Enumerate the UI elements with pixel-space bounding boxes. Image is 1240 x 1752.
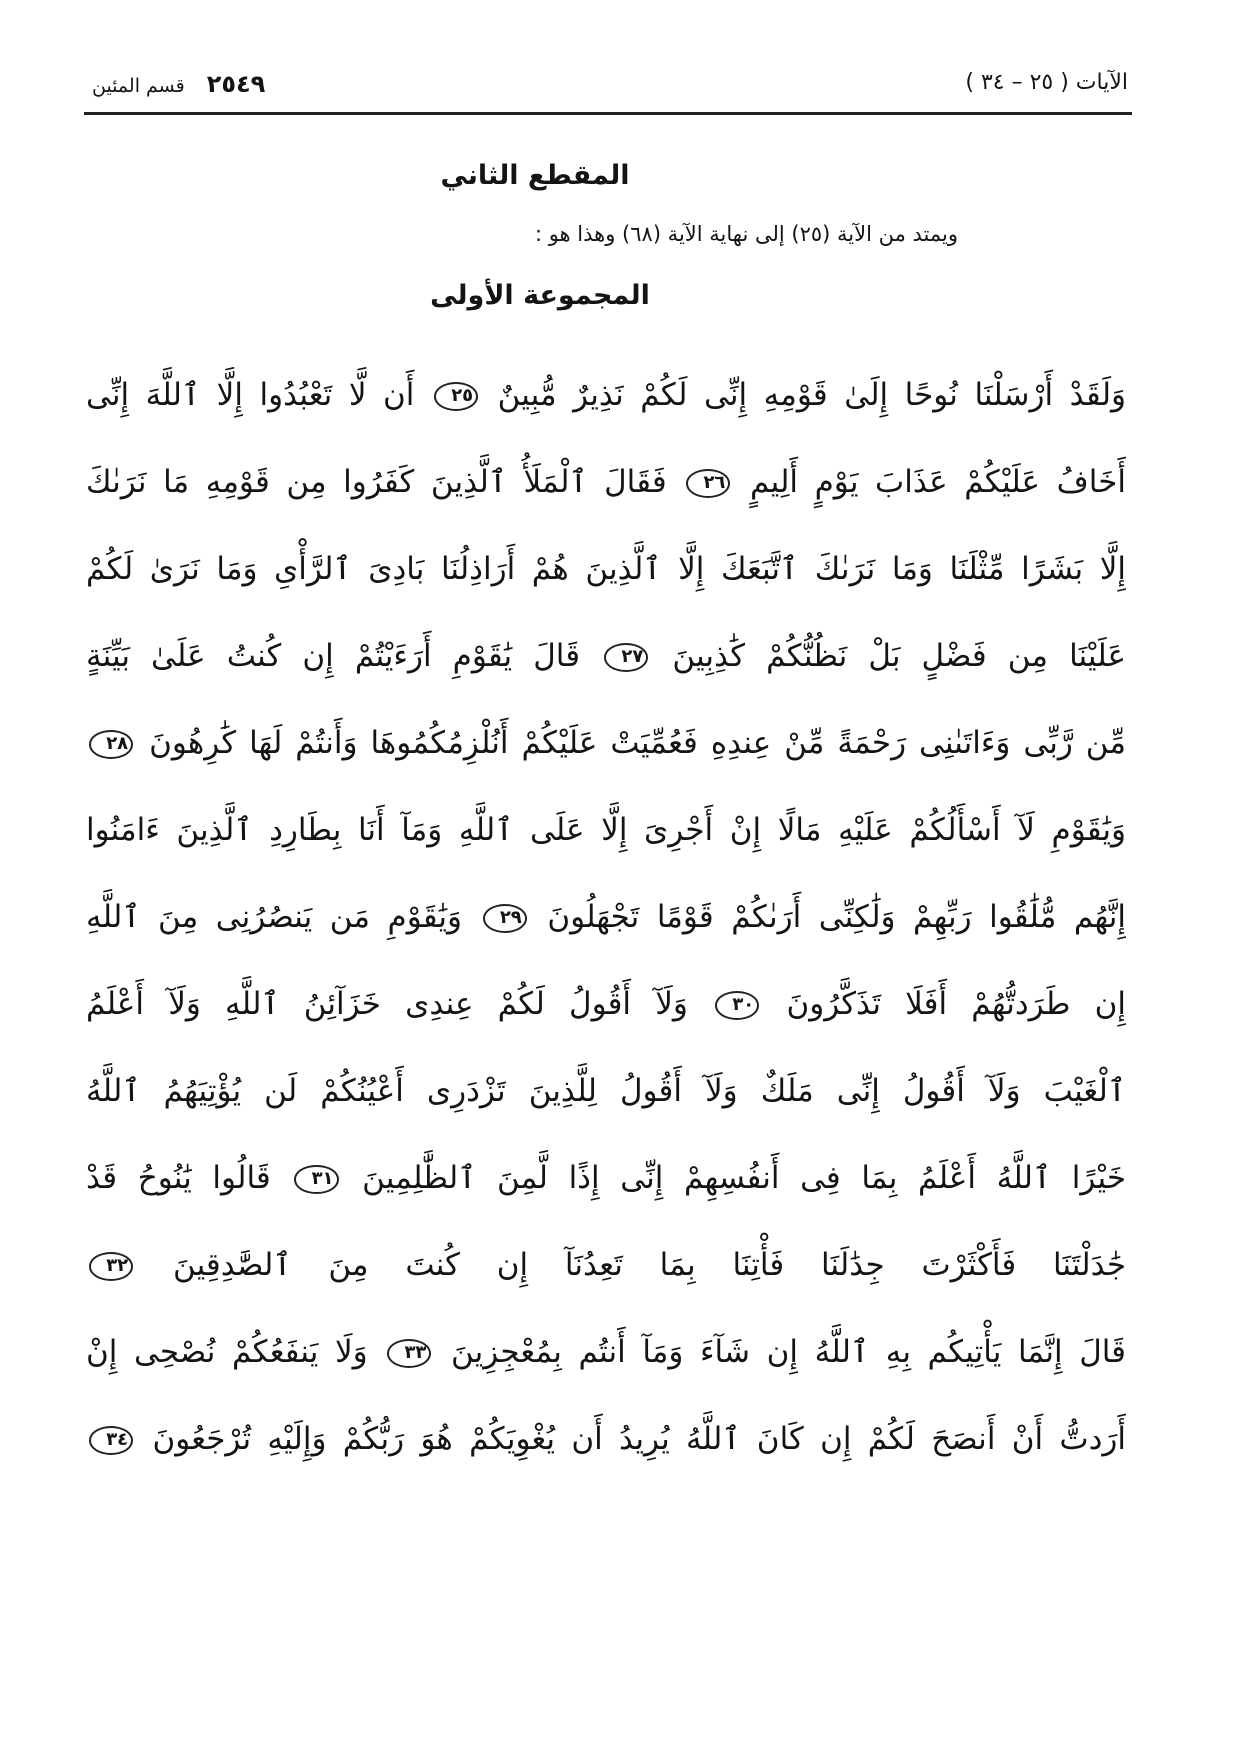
verse-line bbox=[86, 787, 1126, 874]
verse-text: عَلَيْنَا مِن فَضْلٍ بَلْ نَظُنُّكُمْ كَٰذِبِينَ bbox=[672, 638, 1126, 674]
verse-text: وَيَٰقَوْمِ مَن يَنصُرُنِى مِنَ ٱللَّهِ bbox=[86, 899, 463, 935]
verse-text: وَيَٰقَوْمِ لَآ أَسْأَلُكُمْ عَلَيْهِ مَالًا إِنْ أَجْرِىَ إِلَّا عَلَى ٱللَّهِ وَمَآ أَنَا بِطَارِدِ ٱلَّذِينَ ءَامَنُوا bbox=[86, 812, 1126, 848]
page-header-left bbox=[92, 70, 265, 98]
verse-number-marker: ٣٠ bbox=[715, 991, 759, 1019]
verse-text: مِّن رَّبِّى وَءَاتَىٰنِى رَحْمَةً مِّنْ عِندِهِ فَعُمِّيَتْ عَلَيْكُمْ أَنُلْزِمُكُمُوهَا وَأَنتُمْ لَهَا كَٰرِهُونَ bbox=[149, 725, 1126, 761]
verse-number-marker: ٣١ bbox=[294, 1165, 338, 1193]
verse-number-marker: ٢٦ bbox=[686, 469, 730, 497]
verse-number-marker: ٣٢ bbox=[89, 1252, 133, 1280]
verse-text: إِلَّا بَشَرًا مِّثْلَنَا وَمَا نَرَىٰكَ ٱتَّبَعَكَ إِلَّا ٱلَّذِينَ هُمْ أَرَاذِلُنَا بَادِىَ ٱلرَّأْىِ وَمَا نَرَىٰ لَكُمْ bbox=[86, 551, 1126, 587]
verse-line bbox=[86, 1048, 1126, 1135]
verse-text: قَالُوا يَٰنُوحُ قَدْ bbox=[86, 1160, 271, 1196]
verse-line bbox=[86, 1396, 1126, 1483]
verse-text: ٱلْغَيْبَ وَلَآ أَقُولُ إِنِّى مَلَكٌ وَلَآ أَقُولُ لِلَّذِينَ تَزْدَرِى أَعْيُنُكُمْ لَن يُؤْتِيَهُمُ ٱللَّهُ bbox=[86, 1073, 1126, 1109]
verse-text: إِن طَرَدتُّهُمْ أَفَلَا تَذَكَّرُونَ bbox=[786, 986, 1126, 1022]
page-header-section: قسم المئين bbox=[92, 75, 185, 97]
verse-line bbox=[86, 874, 1126, 961]
verse-text: أَرَدتُّ أَنْ أَنصَحَ لَكُمْ إِن كَانَ ٱللَّهُ يُرِيدُ أَن يُغْوِيَكُمْ هُوَ رَبُّكُمْ وَإِلَيْهِ تُرْجَعُونَ bbox=[152, 1421, 1126, 1457]
verse-line bbox=[86, 352, 1126, 439]
section-title: المقطع الثاني bbox=[440, 160, 630, 191]
verse-text: قَالَ يَٰقَوْمِ أَرَءَيْتُمْ إِن كُنتُ عَلَىٰ بَيِّنَةٍ bbox=[86, 638, 581, 674]
verse-line bbox=[86, 439, 1126, 526]
verse-number-marker: ٣٤ bbox=[89, 1426, 133, 1454]
verse-text: قَالَ إِنَّمَا يَأْتِيكُم بِهِ ٱللَّهُ إِن شَآءَ وَمَآ أَنتُم بِمُعْجِزِينَ bbox=[451, 1334, 1126, 1370]
verse-line bbox=[86, 961, 1126, 1048]
verse-line bbox=[86, 1222, 1126, 1309]
verse-line bbox=[86, 1309, 1126, 1396]
verse-line bbox=[86, 1135, 1126, 1222]
verse-number-marker: ٢٨ bbox=[89, 730, 133, 758]
group-title: المجموعة الأولى bbox=[430, 280, 650, 311]
verse-number-marker: ٣٣ bbox=[387, 1339, 431, 1367]
verse-line bbox=[86, 700, 1126, 787]
page-number: ٢٥٤٩ bbox=[206, 70, 266, 98]
verse-number-marker: ٢٥ bbox=[434, 382, 478, 410]
header-rule bbox=[84, 112, 1132, 115]
verse-text: أَن لَّا تَعْبُدُوا إِلَّا ٱللَّهَ إِنِّى bbox=[86, 377, 415, 413]
verse-text: جَٰدَلْتَنَا فَأَكْثَرْتَ جِدَٰلَنَا فَأْتِنَا بِمَا تَعِدُنَآ إِن كُنتَ مِنَ ٱلصَّٰدِقِينَ bbox=[172, 1247, 1126, 1283]
verse-text: وَلَقَدْ أَرْسَلْنَا نُوحًا إِلَىٰ قَوْمِهِ إِنِّى لَكُمْ نَذِيرٌ مُّبِينٌ bbox=[497, 377, 1126, 413]
verse-text: خَيْرًا ٱللَّهُ أَعْلَمُ بِمَا فِى أَنفُسِهِمْ إِنِّى إِذًا لَّمِنَ ٱلظَّٰلِمِينَ bbox=[362, 1160, 1126, 1196]
verse-text: وَلَا يَنفَعُكُمْ نُصْحِى إِنْ bbox=[86, 1334, 368, 1370]
verse-text: فَقَالَ ٱلْمَلَأُ ٱلَّذِينَ كَفَرُوا مِن قَوْمِهِ مَا نَرَىٰكَ bbox=[86, 464, 667, 500]
section-extent: ويمتد من الآية (٢٥) إلى نهاية الآية (٦٨) وهذا هو : bbox=[534, 222, 958, 246]
verse-text: أَخَافُ عَلَيْكُمْ عَذَابَ يَوْمٍ أَلِيمٍ bbox=[749, 464, 1126, 500]
verse-text: وَلَآ أَقُولُ لَكُمْ عِندِى خَزَآئِنُ ٱللَّهِ وَلَآ أَعْلَمُ bbox=[86, 986, 688, 1022]
page-header-verses-range: الآيات ( ٢٥ – ٣٤ ) bbox=[965, 70, 1128, 95]
verse-line bbox=[86, 613, 1126, 700]
verse-text: إِنَّهُم مُّلَٰقُوا رَبِّهِمْ وَلَٰكِنِّى أَرَىٰكُمْ قَوْمًا تَجْهَلُونَ bbox=[547, 899, 1126, 935]
verse-block bbox=[86, 352, 1126, 1483]
verse-number-marker: ٢٩ bbox=[483, 904, 527, 932]
verse-line bbox=[86, 526, 1126, 613]
verse-number-marker: ٢٧ bbox=[604, 643, 648, 671]
